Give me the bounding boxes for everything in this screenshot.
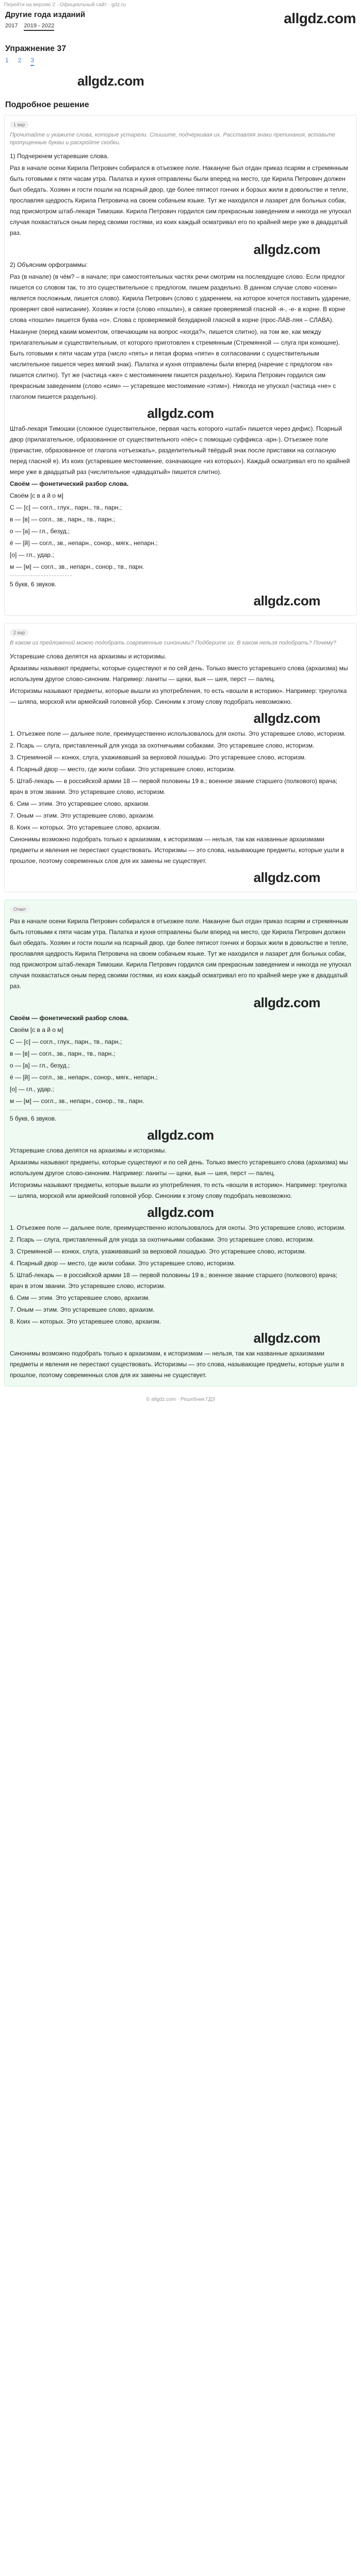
paragraph: Архаизмы называют предметы, которые существуют и по сей день. Только вместо устаревшего слова (архаизма) мы используем другое слово-синоним. Например: ланиты — щеки, выя — шея, перст — палец. <box>10 665 348 683</box>
variant-tab-1[interactable]: 1 <box>5 57 9 64</box>
list-item: 5. Штаб-лекарь — в российской армии 18 — первой половины 19 в.; военное звание старшего (полкового) врача; врач в этом звании. Это устаревшее слово, историзм. <box>10 777 337 795</box>
watermark-logo: allgdz.com <box>253 870 320 885</box>
phonetic-line: о — [а] — гл., безуд.; <box>10 1062 70 1069</box>
watermark-logo: allgdz.com <box>253 242 320 257</box>
paragraph: Накануне (перед каким моментом, отвечающим на вопрос «когда?», пишется слитно), на том же, как между прилагательным и существительным, от которого приготовлен к стремянным (Стремянной — слуга при конюшне). Быть готовыми к пяти часам утра (число «пять» и пятая форма «пяти» в согласовании с существительным числительное пишется через мягкий знак). Палатка и кухня отправлены были вперед (наречие с предлогом «в» пишется слитно). Тут же (частица «же» с местоимением пишется раздельно). Кирила Петрович гордился сим прекрасным заведением (слово «сим» — устаревшее местоимение «этим»). Никогда не упускал (частица «не» с глаголом пишется раздельно). <box>10 328 340 400</box>
list-item: 4. Псарный двор — место, где жили собаки. Это устаревшее слово, историзм. <box>10 1260 236 1267</box>
year-tab-2017[interactable]: 2017 <box>5 23 18 29</box>
phonetic-line: м — [м] — согл., зв., непарн., сонор., тв., парн. <box>10 1097 144 1105</box>
phonetic-line: [о] — гл., удар.; <box>10 551 54 558</box>
variant-tab-3[interactable]: 3 <box>30 57 34 66</box>
paragraph: Устаревшие слова делятся на архаизмы и историзмы. <box>10 653 167 660</box>
footer-note: © allgdz.com · Решебник ГДЗ <box>146 1397 215 1402</box>
paragraph: Раз в начале осени Кирила Петрович собирался в отъезжее поле. Накануне был отдан приказ псарям и стремянным быть готовыми к пяти часам утра. Палатка и кухня отправлены были вперед на место, где Кирила Петрович должен был обедать. Хозяин и гости пошли на псарный двор, где более пятисот гончих и борзых жили в довольстве и тепле, прославляя щедрость Кирила Петровича на своем собачьем языке. Тут же находился и лазарет для больных собак, под присмотром штаб-лекаря Тимошки. Кирила Петрович гордился сим прекрасным заведением и никогда не упускал случая похвастаться оным перед своими гостями, из коих каждый осматривал его по крайней мере уже в двадцатый раз. <box>10 918 351 990</box>
phonetic-line: м — [м] — согл., зв., непарн., сонор., тв., парн. <box>10 563 144 570</box>
watermark-logo: allgdz.com <box>147 1127 214 1143</box>
list-item: 8. Коих — которых. Это устаревшее слово, архаизм. <box>10 824 161 831</box>
paragraph: Историзмы называют предметы, которые вышли из употребления, то есть «вошли в историю». Например: треуголка — шляпа, морской или армейский головной убор. Синоним к этому слову подобрать невозможно. <box>10 687 347 705</box>
answer-badge: Ответ <box>10 906 30 913</box>
solution-card-2 <box>4 623 357 892</box>
list-item: 2. Псарь — слуга, приставленный для ухода за охотничьими собаками. Это устаревшее слово, историзм. <box>10 742 315 749</box>
list-item: 1. Отъезжее поле — дальнее поле, преимущественно использовалось для охоты. Это устаревшее слово, историзм. <box>10 730 346 737</box>
list-item: 6. Сим — этим. Это устаревшее слово, архаизм. <box>10 800 150 807</box>
list-item: 3. Стремянной — конюх, слуга, ухаживавший за верховой лошадью. Это устаревшее слово, историзм. <box>10 754 306 761</box>
paragraph: Устаревшие слова делятся на архаизмы и историзмы. <box>10 1147 167 1154</box>
list-item: 5. Штаб-лекарь — в российской армии 18 — первой половины 19 в.; военное звание старшего (полкового) врача; врач в этом звании. Это устаревшее слово, историзм. <box>10 1272 337 1290</box>
paragraph: 5 букв, 6 звуков. <box>10 1115 57 1122</box>
phonetic-line: в — [в] — согл., зв., парн., тв., парн.; <box>10 1050 116 1057</box>
year-tab-2019-2022[interactable]: 2019 - 2022 <box>24 23 54 31</box>
list-item: 4. Псарный двор — место, где жили собаки. Это устаревшее слово, историзм. <box>10 766 236 773</box>
year-tabs <box>5 23 85 31</box>
task-text: В каком из предложений можно подобрать современные синонимы? Подберите их. В каком нельзя подобрать? Почему? <box>10 640 336 646</box>
paragraph: Своём [с в а й о м] <box>10 492 63 499</box>
watermark-logo: allgdz.com <box>253 593 320 608</box>
variant-badge: 2 вар <box>10 629 28 636</box>
paragraph: 5 букв, 6 звуков. <box>10 581 57 588</box>
paragraph: Синонимы возможно подобрать только к архаизмам, к историзмам — нельзя, так как названные архаизмами предметы и явления не перестают существовать. Историзмы — это слова, называющие предметы, которые ушли в прошлое, поэтому современных слов для их замены не существует. <box>10 836 344 865</box>
list-item: 7. Оным — этим. Это устаревшее слово, архаизм. <box>10 812 155 819</box>
list-item: 3. Стремянной — конюх, слуга, ухаживавший за верховой лошадью. Это устаревшее слово, историзм. <box>10 1248 306 1255</box>
top-note[interactable]: Перейти на версию 2 · Официальный сайт · gdz.ru <box>4 2 126 8</box>
other-editions-title: Другие года изданий <box>5 10 86 19</box>
divider <box>10 575 72 576</box>
phonetic-line: С — [с] — согл., глух., парн., тв., парн.; <box>10 1038 122 1045</box>
watermark-logo: allgdz.com <box>147 405 214 421</box>
phonetic-line: С — [с] — согл., глух., парн., тв., парн.; <box>10 504 122 511</box>
paragraph: Своём — фонетический разбор слова. <box>10 480 129 487</box>
variant-tab-2[interactable]: 2 <box>18 57 22 64</box>
solution-title: Подробное решение <box>5 100 89 109</box>
paragraph: Синонимы возможно подобрать только к архаизмам, к историзмам — нельзя, так как названные архаизмами предметы и явления не перестают существовать. Историзмы — это слова, называющие предметы, которые ушли в прошлое, поэтому современных слов для их замены не существует. <box>10 1350 344 1379</box>
solution-card-1 <box>4 115 357 616</box>
variant-badge: 1 вар <box>10 121 28 128</box>
list-item: 6. Сим — этим. Это устаревшее слово, архаизм. <box>10 1294 150 1301</box>
list-item: 8. Коих — которых. Это устаревшее слово, архаизм. <box>10 1318 161 1325</box>
list-item: 7. Оным — этим. Это устаревшее слово, архаизм. <box>10 1306 155 1313</box>
watermark-logo: allgdz.com <box>77 73 144 89</box>
watermark-logo: allgdz.com <box>253 995 320 1010</box>
task-text: Прочитайте и укажите слова, которые устарели. Спишите, подчеркивая их. Расставляя знаки препинания, вставьте пропущенные буквы и раскройте скобки. <box>10 132 335 146</box>
watermark-logo: allgdz.com <box>253 1330 320 1346</box>
site-logo[interactable]: allgdz.com <box>284 10 356 26</box>
list-item: 1. Отъезжее поле — дальнее поле, преимущественно использовалось для охоты. Это устаревшее слово, историзм. <box>10 1224 346 1231</box>
paragraph: Своём [с в а й о м] <box>10 1026 63 1033</box>
paragraph: Архаизмы называют предметы, которые существуют и по сей день. Только вместо устаревшего слова (архаизма) мы используем другое слово-синоним. Например: ланиты — щеки, выя — шея, перст — палец. <box>10 1159 348 1177</box>
phonetic-line: в — [в] — согл., зв., парн., тв., парн.; <box>10 516 116 523</box>
header <box>0 9 361 32</box>
paragraph: 2) Объясним орфограммы: <box>10 261 88 268</box>
exercise-title: Упражнение 37 <box>5 44 67 53</box>
paragraph: Раз в начале осени Кирила Петрович собирался в отъезжее поле. Накануне был отдан приказ псарям и стремянным быть готовыми к пяти часам утра. Палатка и кухня отправлены были вперед на место, где Кирила Петрович должен был обедать. Хозяин и гости пошли на псарный двор, где более пятисот гончих и борзых жили в довольстве и тепле, прославляя щедрость Кирила Петровича на своем собачьем языке. Тут же находился и лазарет для больных собак, под присмотром штаб-лекаря Тимошки. Кирила Петрович гордился сим прекрасным заведением и никогда не упускал случая похвастаться оным перед своими гостями, из коих каждый осматривал его по крайней мере уже в двадцатый раз. <box>10 164 351 236</box>
watermark-logo: allgdz.com <box>147 1205 214 1220</box>
answer-card <box>4 900 357 1386</box>
paragraph: 1) Подчеркнем устаревшие слова. <box>10 152 109 160</box>
list-item: 2. Псарь — слуга, приставленный для ухода за охотничьими собаками. Это устаревшее слово, историзм. <box>10 1236 315 1243</box>
paragraph: Раз (в начале) (в чём? – в начале; при самостоятельных частях речи смотрим на послевдущее слово. Если предлог пишется со словом так, то это существительное с предлогом, пишем раздельно. В данном случае слово «осени» является посложным, пишется слово). Кирила Петрович (слово с ударением, на которое хочется поставить ударение, проверяет своё написание). Хозяин и гости (слово «пошли»), в связке проверяемой гласной -я-, -е- в корне. В корне слова «пошли» пишется буква «о». Слова с проверяемой безударной гласной в корне (прос-ЛАВ-ляя – СЛАВА). <box>10 273 351 324</box>
paragraph: Историзмы называют предметы, которые вышли из употребления, то есть «вошли в историю». Например: треуголка — шляпа, морской или армейский головной убор. Синоним к этому слову подобрать невозможно. <box>10 1181 347 1199</box>
phonetic-line: ё — [й] — согл., зв., непарн., сонор., мягк., непарн.; <box>10 1074 158 1081</box>
variant-tabs <box>5 57 356 66</box>
phonetic-line: ё — [й] — согл., зв., непарн., сонор., мягк., непарн.; <box>10 539 158 547</box>
phonetic-line: [о] — гл., удар.; <box>10 1086 54 1093</box>
watermark-logo: allgdz.com <box>253 710 320 726</box>
paragraph: Штаб-лекаря Тимошки (сложное существительное, первая часть которого «штаб» пишется через дефис). Псарный двор (прилагательное, образованное от существительного «пёс» с помощью суффикса -арн-). Отъезжее поле (причастие, образованное от глагола «отъезжать», разделительный твёрдый знак после приставки на согласную перед гласной е). Из коих (устаревшее местоимение, означающее «из которых»). Каждый осматривал его по крайней мере уже в двадцатый раз (числительное «двадцатый» пишется слитно). <box>10 425 350 476</box>
paragraph: Своём — фонетический разбор слова. <box>10 1014 129 1022</box>
phonetic-line: о — [а] — гл., безуд.; <box>10 528 70 535</box>
editions-block <box>5 10 85 31</box>
